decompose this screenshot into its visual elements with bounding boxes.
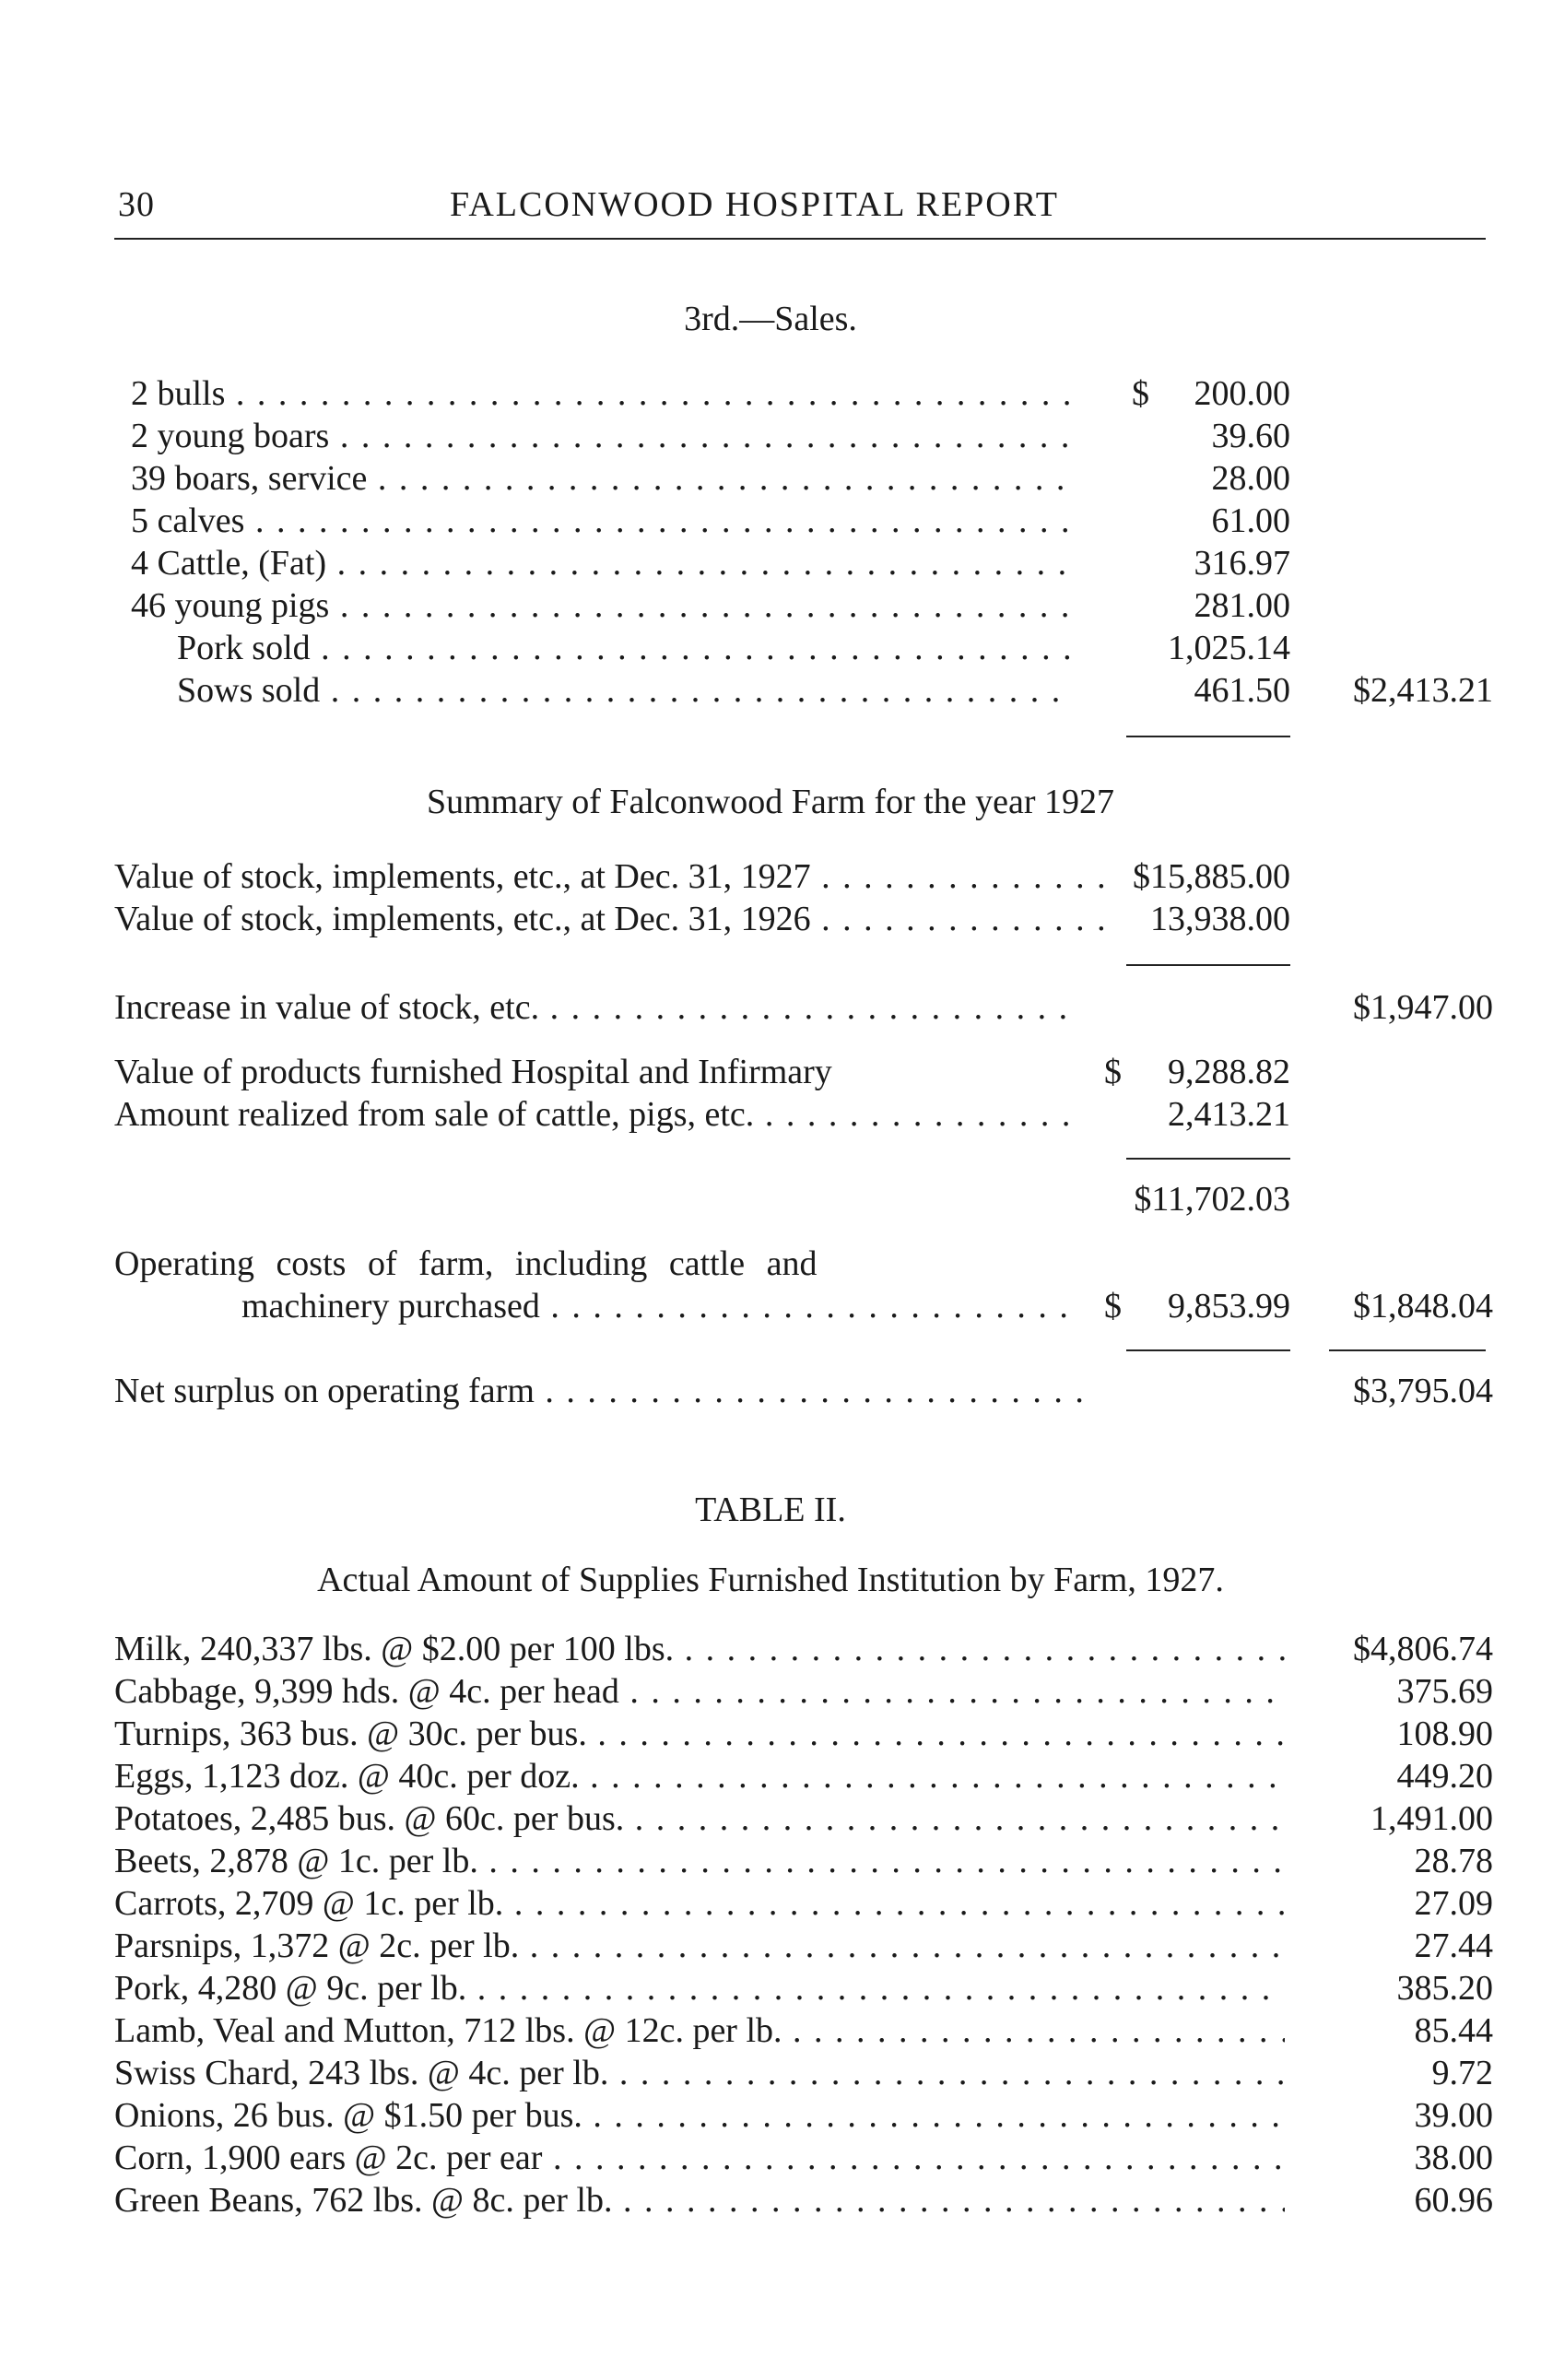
sales-label: 2 young boars . . .	[131, 415, 1071, 457]
summary-row	[0, 1178, 1541, 1220]
sales-label: 46 young pigs . . .	[131, 584, 1071, 627]
summary-label: Value of stock, implements, etc., at Dec. 31, 1927 . . .	[114, 855, 1110, 898]
table-row	[0, 1967, 1541, 2009]
summary-amount: 9,853.99	[1168, 1287, 1290, 1325]
supply-amount: 27.09	[1414, 1884, 1493, 1923]
table-row	[0, 1755, 1541, 1797]
table-row	[0, 2137, 1541, 2179]
table-row	[0, 2179, 1541, 2221]
sales-amount: 39.60	[1211, 417, 1290, 455]
supply-amount: 27.44	[1414, 1926, 1493, 1965]
summary-amount: $15,885.00	[1133, 857, 1290, 896]
summary-heading: Summary of Falconwood Farm for the year 1927	[426, 783, 1115, 821]
sales-amount: 461.50	[1194, 671, 1290, 710]
sales-label: 5 calves . . .	[131, 500, 1071, 542]
dollar-sign: $	[1104, 1287, 1122, 1325]
summary-row	[0, 1285, 1541, 1327]
supply-amount: 375.69	[1396, 1672, 1493, 1711]
sales-row	[0, 584, 1541, 627]
table-row	[0, 1797, 1541, 1840]
sales-label: 39 boars, service . . .	[131, 457, 1071, 500]
summary-rule	[1126, 1158, 1290, 1160]
summary-amount: 9,288.82	[1168, 1053, 1290, 1091]
supply-amount: 28.78	[1414, 1842, 1493, 1880]
sales-row	[0, 669, 1541, 712]
sales-row	[0, 500, 1541, 542]
supply-label: Carrots, 2,709 @ 1c. per lb. . . .	[114, 1882, 1285, 1925]
supply-amount: 449.20	[1396, 1757, 1493, 1796]
sales-amount: 316.97	[1194, 544, 1290, 583]
sales-label: Pork sold . . .	[177, 627, 1071, 669]
table-row	[0, 1925, 1541, 1967]
table-row	[0, 2052, 1541, 2094]
summary-label: machinery purchased . . .	[241, 1285, 1080, 1327]
dollar-sign: $	[1132, 374, 1149, 413]
summary-total: $3,795.04	[1353, 1372, 1493, 1410]
supply-label: Pork, 4,280 @ 9c. per lb. . . .	[114, 1967, 1285, 2009]
supply-amount: 9.72	[1431, 2054, 1493, 2092]
summary-row	[0, 1093, 1541, 1136]
summary-row	[0, 855, 1541, 898]
summary-row	[0, 1243, 1541, 1285]
sales-total: $2,413.21	[1353, 671, 1493, 710]
table-row	[0, 1628, 1541, 1670]
sales-label: 4 Cattle, (Fat) . . .	[131, 542, 1071, 584]
table-row	[0, 1713, 1541, 1755]
sales-row	[0, 542, 1541, 584]
summary-total: $1,848.04	[1353, 1287, 1493, 1325]
sales-amount: 28.00	[1211, 459, 1290, 498]
summary-label: Operating costs of farm, including cattle and	[114, 1244, 818, 1283]
sales-rule	[1126, 736, 1290, 737]
table-subtitle: Actual Amount of Supplies Furnished Institution by Farm, 1927.	[317, 1561, 1224, 1599]
supply-label: Cabbage, 9,399 hds. @ 4c. per head . . .	[114, 1670, 1285, 1713]
sales-label: Sows sold . . .	[177, 669, 1071, 712]
sales-amount: 281.00	[1194, 586, 1290, 625]
summary-label: Value of products furnished Hospital and Infirmary	[114, 1053, 832, 1091]
supply-amount: 385.20	[1396, 1969, 1493, 2008]
summary-label: Amount realized from sale of cattle, pigs, etc. . . .	[114, 1093, 1073, 1136]
header-rule	[114, 238, 1486, 240]
sales-label: 2 bulls . . .	[131, 372, 1071, 415]
dollar-sign: $	[1104, 1053, 1122, 1091]
table-row	[0, 2094, 1541, 2137]
supply-label: Turnips, 363 bus. @ 30c. per bus. . . .	[114, 1713, 1285, 1755]
summary-rule	[1126, 964, 1290, 966]
summary-amount: 2,413.21	[1168, 1095, 1290, 1134]
sales-amount: 61.00	[1211, 501, 1290, 540]
supply-label: Onions, 26 bus. @ $1.50 per bus. . . .	[114, 2094, 1285, 2137]
supply-amount: 85.44	[1414, 2011, 1493, 2050]
supply-label: Eggs, 1,123 doz. @ 40c. per doz. . . .	[114, 1755, 1285, 1797]
supply-label: Potatoes, 2,485 bus. @ 60c. per bus. . . .	[114, 1797, 1285, 1840]
summary-total: $1,947.00	[1353, 988, 1493, 1027]
summary-rule	[1329, 1349, 1486, 1351]
supply-amount: 60.96	[1414, 2181, 1493, 2220]
summary-row	[0, 1051, 1541, 1093]
sales-heading: 3rd.—Sales.	[684, 300, 857, 338]
supply-amount: 39.00	[1414, 2096, 1493, 2135]
table-row	[0, 1882, 1541, 1925]
page-number: 30	[118, 185, 155, 224]
supply-amount: 38.00	[1414, 2138, 1493, 2177]
summary-amount: 13,938.00	[1150, 900, 1290, 938]
supply-label: Parsnips, 1,372 @ 2c. per lb. . . .	[114, 1925, 1285, 1967]
sales-amount: 1,025.14	[1168, 629, 1290, 667]
supply-amount: 1,491.00	[1370, 1799, 1493, 1838]
supply-label: Corn, 1,900 ears @ 2c. per ear . . .	[114, 2137, 1285, 2179]
summary-row	[0, 1370, 1541, 1412]
summary-label: Net surplus on operating farm . . .	[114, 1370, 1082, 1412]
sales-amount: 200.00	[1194, 374, 1290, 413]
summary-label: Increase in value of stock, etc. . . .	[114, 986, 1082, 1029]
supply-label: Milk, 240,337 lbs. @ $2.00 per 100 lbs. . . .	[114, 1628, 1285, 1670]
table-row	[0, 1670, 1541, 1713]
sales-row	[0, 415, 1541, 457]
sales-row	[0, 457, 1541, 500]
table-row	[0, 2009, 1541, 2052]
supply-label: Beets, 2,878 @ 1c. per lb. . . .	[114, 1840, 1285, 1882]
supply-label: Green Beans, 762 lbs. @ 8c. per lb. . . .	[114, 2179, 1285, 2221]
supply-amount: 108.90	[1396, 1714, 1493, 1753]
summary-subtotal: $11,702.03	[1134, 1180, 1290, 1219]
supply-label: Lamb, Veal and Mutton, 712 lbs. @ 12c. per lb. . . .	[114, 2009, 1285, 2052]
sales-row	[0, 627, 1541, 669]
table-title: TABLE II.	[695, 1490, 846, 1529]
summary-row	[0, 898, 1541, 940]
supply-label: Swiss Chard, 243 lbs. @ 4c. per lb. . . .	[114, 2052, 1285, 2094]
sales-row	[0, 372, 1541, 415]
running-title: FALCONWOOD HOSPITAL REPORT	[450, 185, 1060, 224]
supply-amount: $4,806.74	[1353, 1630, 1493, 1668]
summary-label: Value of stock, implements, etc., at Dec. 31, 1926 . . .	[114, 898, 1110, 940]
summary-row	[0, 986, 1541, 1029]
summary-rule	[1126, 1349, 1290, 1351]
table-row	[0, 1840, 1541, 1882]
